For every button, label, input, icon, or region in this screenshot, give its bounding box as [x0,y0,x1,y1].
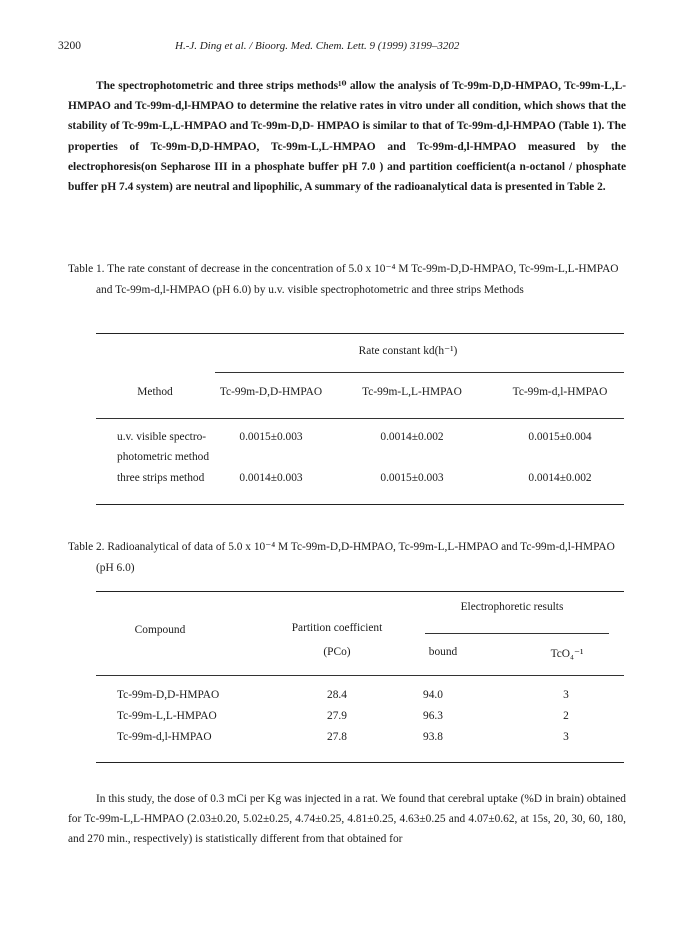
table1-col-ll: Tc-99m-L,L-HMPAO [362,386,462,398]
page-number: 3200 [58,40,81,52]
table1-row2-dd: 0.0014±0.003 [239,472,303,484]
running-title: H.-J. Ding et al. / Bioorg. Med. Chem. Lett. 9 (1999) 3199–3202 [175,40,460,52]
table1-row1-method-line2: photometric method [117,451,210,463]
table2-row1-compound: Tc-99m-D,D-HMPAO [117,689,220,701]
table2-row3-compound: Tc-99m-d,l-HMPAO [117,731,212,743]
table1-row1-dd: 0.0015±0.003 [239,431,303,443]
table2-row3-tco4: 3 [563,731,569,743]
table2-col-bound: bound [428,646,458,658]
table2-row2-pc: 27.9 [327,710,347,722]
table2-group-rule [425,633,609,634]
table2-caption: Table 2. Radioanalytical of data of 5.0 x 10⁻⁴ M Tc-99m-D,D-HMPAO, Tc-99m-L,L-HMPAO and Tc-99m-d,l-HMPAO (pH 6.0) [68,541,615,574]
paragraph-intro-text: The spectrophotometric and three strips methods¹⁰ allow the analysis of Tc-99m-D,D-HMPAO, Tc-99m-L,L-HMPAO and Tc-99m-d,l-HMPAO to determine the relative rates in vitro under all condition, which shows that the stability of Tc-99m-L,L-HMPAO and Tc-99m-D,D- HMPAO is similar to that of Tc-99m-d,l-HMPAO (Table 1). The properties of Tc-99m-D,D-HMPAO, Tc-99m-L,L-HMPAO and Tc-99m-d,l-HMPAO measured by the electrophoresis(on Sepharose III in a phosphate buffer pH 7.0 ) and partition coefficient(a n-octanol / phosphate buffer pH 7.4 system) are neutral and lipophilic, A summary of the radioanalytical data is presented in Table 2. [68,80,626,194]
table2-bottom-rule [96,762,624,763]
table1-group-rule [215,372,624,373]
table2-row2-compound: Tc-99m-L,L-HMPAO [117,710,217,722]
table1-row1-dl: 0.0015±0.004 [528,431,592,443]
table1-caption: Table 1. The rate constant of decrease in the concentration of 5.0 x 10⁻⁴ M Tc-99m-D,D-HMPAO, Tc-99m-L,L-HMPAO and Tc-99m-d,l-HMPAO (pH 6.0) by u.v. visible spectrophotometric and three strips Methods [68,263,619,296]
table2-col-tco4: TcO₄⁻¹ [550,648,584,660]
table1-col-dd: Tc-99m-D,D-HMPAO [219,386,323,398]
paragraph-results: In this study, the dose of 0.3 mCi per Kg was injected in a rat. We found that cerebral uptake (%D in brain) obtained for Tc-99m-L,L-HMPAO (2.03±0.20, 5.02±0.25, 4.74±0.25, 4.81±0.25, 4.63±0.25 and 4.07±0.62, at 15s, 20, 30, 60, 180, and 270 min., respectively) is statistically different from that obtained for [68,793,626,846]
table2-row1-tco4: 3 [563,689,569,701]
table1-header-rule [96,418,624,419]
table2-col-elec: Electrophoretic results [460,601,564,613]
table1-col-dl: Tc-99m-d,l-HMPAO [512,386,608,398]
table1-row2-method: three strips method [117,472,205,484]
table2-top-rule [96,591,624,592]
paragraph-intro [68,76,626,197]
table2-row3-pc: 27.8 [327,731,347,743]
table2-col-compound: Compound [134,624,186,636]
table1-group-header: Rate constant kd(h⁻¹) [358,345,458,357]
table1-bottom-rule [96,504,624,505]
table2-col-pc: Partition coefficient [291,622,383,634]
table1-row2-ll: 0.0015±0.003 [380,472,444,484]
table1-row1-method-line1: u.v. visible spectro- [117,431,207,443]
table2-row1-bound: 94.0 [423,689,443,701]
table1-row1-ll: 0.0014±0.002 [380,431,444,443]
table1-col-method: Method [137,386,173,398]
table2-col-pc-sub: (PCo) [323,646,351,658]
table2-row2-tco4: 2 [563,710,569,722]
table2-row3-bound: 93.8 [423,731,443,743]
table2-header-rule [96,675,624,676]
table1-row2-dl: 0.0014±0.002 [528,472,592,484]
table1-top-rule [96,333,624,334]
table2-row1-pc: 28.4 [327,689,347,701]
table2-row2-bound: 96.3 [423,710,443,722]
